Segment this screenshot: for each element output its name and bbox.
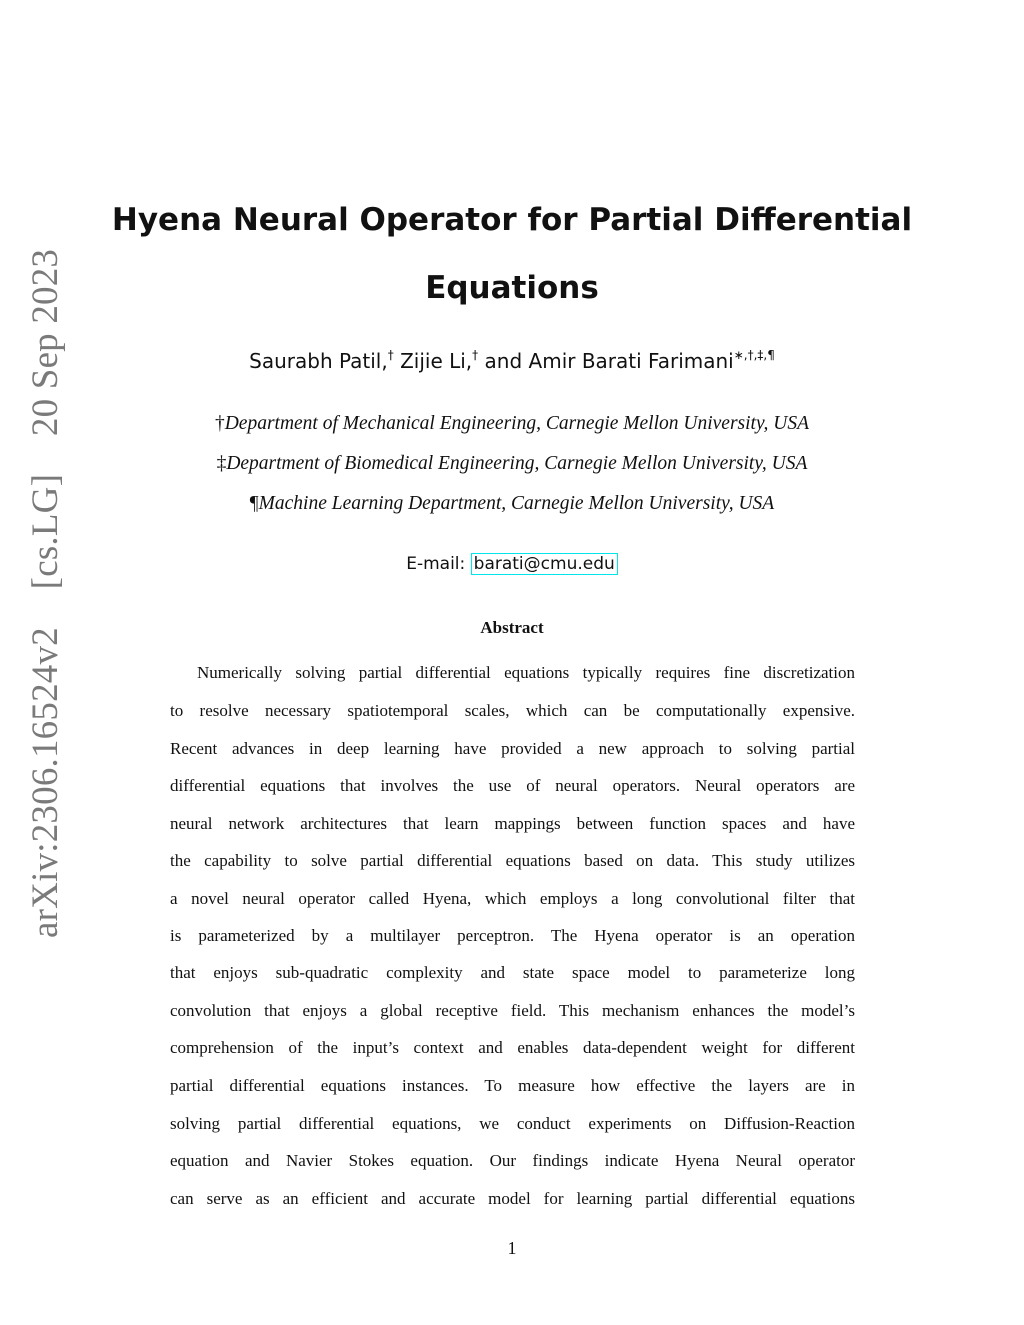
paper-title [0,186,1024,322]
abstract-line: Numerically solving partial differential equations typically requires fine discretization [197,663,855,682]
abstract-line: differential equations that involves the use of neural operators. Neural operators are [170,776,855,795]
abstract-line: convolution that enjoys a global receptive field. This mechanism enhances the model’s [170,1001,855,1020]
author-3-name: Amir Barati Farimani [528,349,734,373]
affiliation-3 [0,493,1024,515]
affiliation-2-mark: ‡ [216,453,227,474]
author-2-mark: † [472,348,479,362]
affiliation-3-text: Machine Learning Department, Carnegie Mellon University, USA [258,493,775,514]
paper-title-line-1: Hyena Neural Operator for Partial Differential [111,202,913,238]
abstract-line: to resolve necessary spatiotemporal scales, which can be computationally expensive. [170,701,855,720]
email-link[interactable]: barati@cmu.edu [471,553,618,575]
abstract-line: equation and Navier Stokes equation. Our findings indicate Hyena Neural operator [170,1151,855,1170]
abstract-line: that enjoys sub-quadratic complexity and state space model to parameterize long [170,963,855,982]
arxiv-id: arXiv:2306.16524v2 [25,627,66,938]
affiliation-2 [0,453,1024,475]
author-list [0,349,1024,373]
abstract-heading: Abstract [480,618,544,637]
affiliation-2-text: Department of Biomedical Engineering, Carnegie Mellon University, USA [226,453,808,474]
affiliation-1-text: Department of Mechanical Engineering, Carnegie Mellon University, USA [224,413,810,434]
affiliation-3-mark: ¶ [249,493,259,514]
affiliation-1-mark: † [214,413,225,434]
abstract-line: the capability to solve partial differential equations based on data. This study utilizes [170,851,855,870]
page-number: 1 [507,1238,517,1258]
abstract-line: comprehension of the input’s context and enables data-dependent weight for different [170,1038,855,1057]
abstract-line: neural network architectures that learn mappings between function spaces and have [170,814,855,833]
abstract-line: is parameterized by a multilayer perceptron. The Hyena operator is an operation [170,926,855,945]
author-3-mark: ∗,†,‡,¶ [733,348,775,362]
abstract-line: solving partial differential equations, we conduct experiments on Diffusion-Reaction [170,1114,855,1133]
affiliation-1 [0,413,1024,435]
email-label: E-mail: [406,554,466,574]
author-conjunction: and [484,349,523,373]
author-1-name: Saurabh Patil, [249,349,388,373]
abstract-line: Recent advances in deep learning have provided a new approach to solving partial [170,739,855,758]
author-2-name: Zijie Li, [400,349,473,373]
abstract-line: partial differential equations instances. To measure how effective the layers are in [170,1076,855,1095]
author-1-mark: † [387,348,394,362]
paper-title-line-2: Equations [425,270,599,306]
abstract-line: can serve as an efficient and accurate model for learning partial differential equations [170,1189,855,1208]
abstract-line: a novel neural operator called Hyena, which employs a long convolutional filter that [170,889,855,908]
arxiv-category: [cs.LG] [25,473,66,590]
contact-email [0,554,1024,574]
arxiv-date: 20 Sep 2023 [25,248,66,437]
